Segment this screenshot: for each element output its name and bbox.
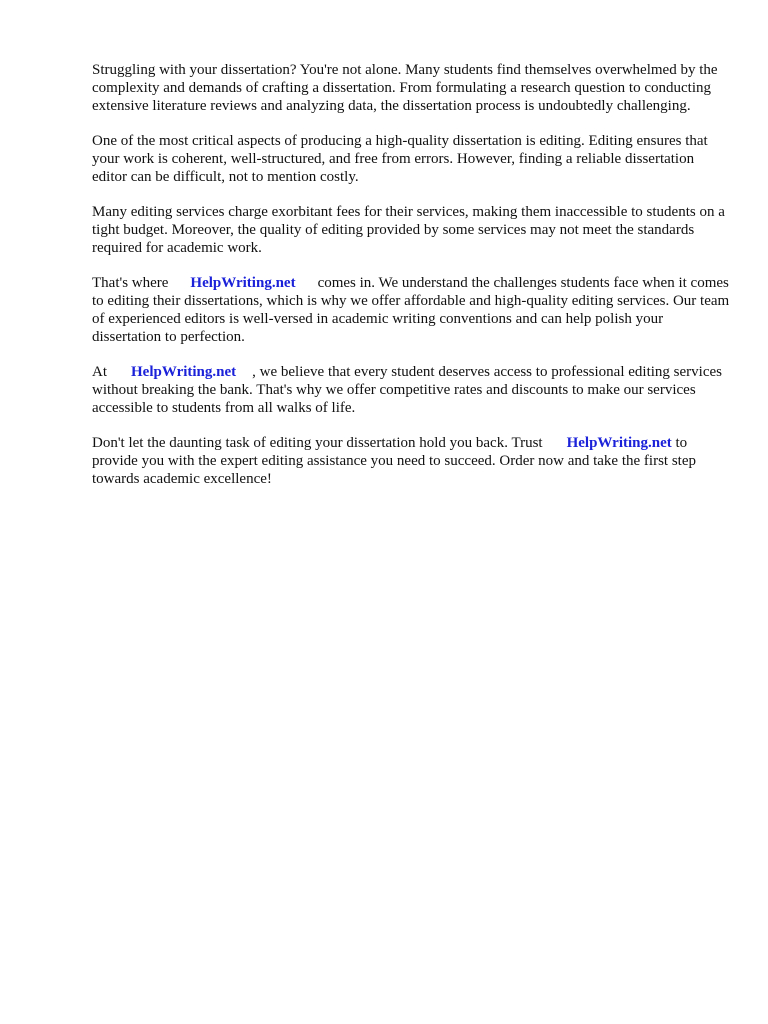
paragraph-at-lead: At [92, 364, 107, 380]
helpwriting-link-3[interactable]: HelpWriting.net [566, 435, 672, 451]
paragraph-costs [92, 203, 732, 257]
paragraph-at-rest: , we believe that every student deserves access to professional editing services without breaking the bank. That's why we offer competitive rates and discounts to make our services accessible to students from all walks of life. [92, 364, 722, 416]
paragraph-intro-text: Struggling with your dissertation? You're not alone. Many students find themselves overwhelmed by the complexity and demands of crafting a dissertation. From formulating a research question to conducting extensive literature reviews and analyzing data, the dissertation process is undoubtedly challenging. [92, 62, 718, 114]
paragraph-trust-lead: Don't let the daunting task of editing your dissertation hold you back. Trust [92, 435, 543, 451]
paragraph-trust [92, 434, 732, 488]
paragraph-costs-text: Many editing services charge exorbitant fees for their services, making them inaccessible to students on a tight budget. Moreover, the quality of editing provided by some services may not meet the standards required for academic work. [92, 204, 725, 256]
paragraph-editing [92, 132, 732, 186]
paragraph-intro [92, 61, 732, 115]
paragraph-trust-rest: to provide you with the expert editing assistance you need to succeed. Order now and take the first step towards academic excellence! [92, 435, 696, 487]
helpwriting-link-2[interactable]: HelpWriting.net [131, 364, 237, 380]
paragraph-thats-where [92, 274, 732, 346]
paragraph-at [92, 363, 732, 417]
paragraph-thats-where-lead: That's where [92, 275, 169, 291]
paragraph-thats-where-rest: comes in. We understand the challenges students face when it comes to editing their dissertations, which is why we offer affordable and high-quality editing services. Our team of experienced editors is well-versed in academic writing conventions and can help polish your dissertation to perfection. [92, 275, 730, 345]
document-body [92, 61, 732, 505]
helpwriting-link-1[interactable]: HelpWriting.net [190, 275, 296, 291]
paragraph-editing-text: One of the most critical aspects of producing a high-quality dissertation is editing. Editing ensures that your work is coherent, well-structured, and free from errors. However, finding a reliable dissertation editor can be difficult, not to mention costly. [92, 133, 708, 185]
